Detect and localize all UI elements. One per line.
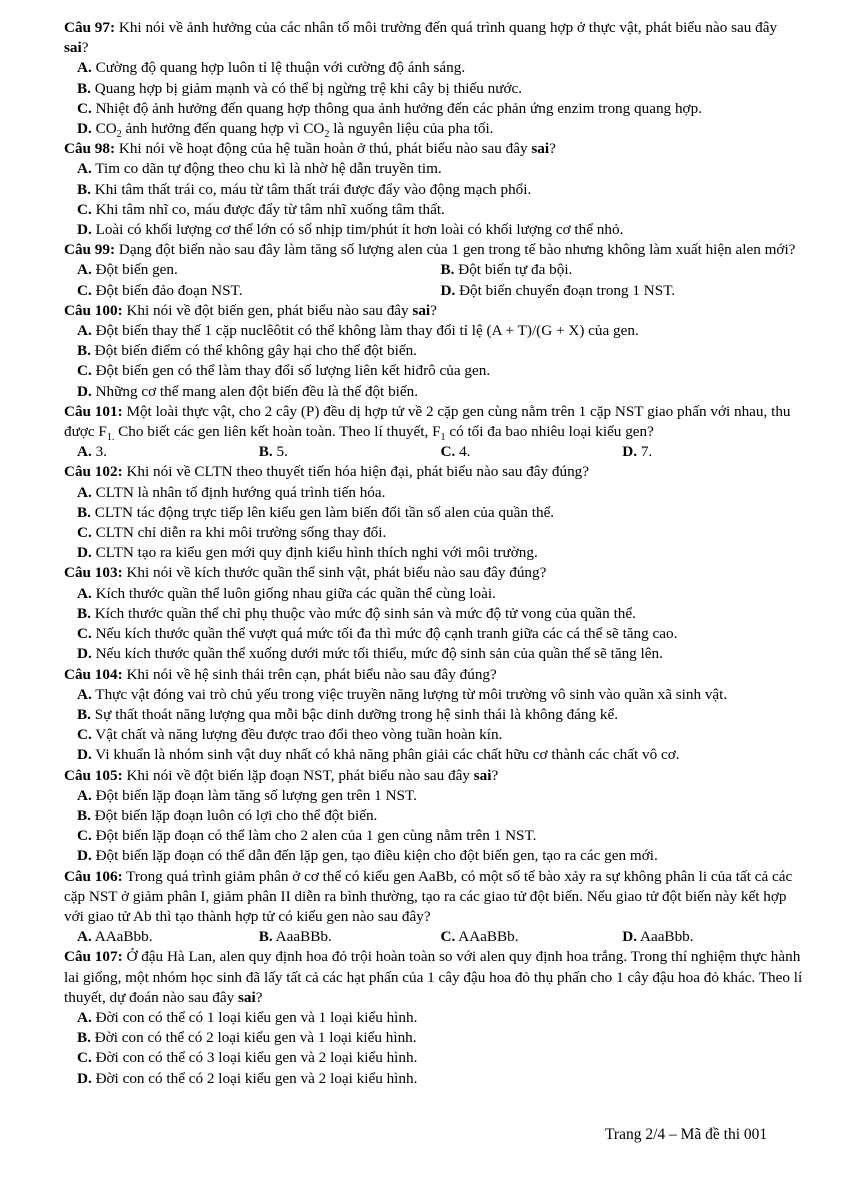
option-d: D. $CO_2$ ảnh hưởng đến quang hợp vì $CO_2$ là nguyên liệu của pha tối. [77, 120, 494, 141]
option-b: B. Quang hợp bị giảm mạnh và có thể bị ngừng trệ khi cây bị thiếu nước. [77, 79, 523, 97]
question-text: Khi nói về đột biến gen, phát biểu nào sau đây [122, 301, 413, 319]
question-number: Câu 100: [64, 301, 123, 319]
question-text: Khi nói về kích thước quần thể sinh vật, phát biểu nào sau đây đúng? [122, 564, 547, 582]
question-number: Câu 105: [64, 766, 123, 784]
exam-page [64, 18, 804, 1089]
question-107: Câu 107: Ở đậu Hà Lan, alen quy định hoa đỏ trội hoàn toàn so với alen quy định hoa trắng. Trong thí nghiệm thực hành lai giống, một nhóm học sinh đã lấy tất cả các hạt phấn của 1 cây đậu hoa đỏ thụ phấn cho 1 cây đậu hoa đỏ khác. Theo lí thuyết, dự đoán nào sau đây sai? A. Đời con có thể có 1 loại kiểu gen và 1 loại kiểu hình. B. Đời con có thể có 2 loại kiểu gen và 1 loại kiểu hình. C. Đời con có thể có 3 loại kiểu gen và 2 loại kiểu hình. D. Đời con có thể có 2 loại kiểu gen và 2 loại kiểu hình. [64, 947, 804, 1088]
question-keyword: sai [473, 766, 492, 784]
question-number: Câu 104: [64, 665, 123, 683]
option-a: A. Đột biến lặp đoạn làm tăng số lượng gen trên 1 NST. [77, 786, 417, 804]
question-text: Khi nói về hệ sinh thái trên cạn, phát biểu nào sau đây đúng? [122, 665, 497, 683]
option-b: B. Đột biến lặp đoạn luôn có lợi cho thể đột biến. [77, 806, 378, 824]
question-105: Câu 105: Khi nói về đột biến lặp đoạn NST, phát biểu nào sau đây sai? A. Đột biến lặp đoạn làm tăng số lượng gen trên 1 NST. B. Đột biến lặp đoạn luôn có lợi cho thể đột biến. C. Đột biến lặp đoạn có thể làm cho 2 alen của 1 gen cùng nằm trên 1 NST. D. Đột biến lặp đoạn có thể dẫn đến lặp gen, tạo điều kiện cho đột biến gen, tạo ra các gen mới. [64, 766, 804, 867]
option-b: B. Khi tâm thất trái co, máu từ tâm thất trái được đẩy vào động mạch phổi. [77, 180, 532, 198]
option-c: C. Nếu kích thước quần thể vượt quá mức tối đa thì mức độ cạnh tranh giữa các cá thể sẽ tăng cao. [77, 625, 678, 643]
question-text: Dạng đột biến nào sau đây làm tăng số lượng alen của 1 gen trong tế bào nhưng không làm xuất hiện alen mới? [115, 241, 796, 259]
option-a: A. Thực vật đóng vai trò chủ yếu trong việc truyền năng lượng từ môi trường vô sinh vào quần xã sinh vật. [77, 685, 728, 703]
option-d: D. Đột biến lặp đoạn có thể dẫn đến lặp gen, tạo điều kiện cho đột biến gen, tạo ra các gen mới. [77, 847, 658, 865]
question-number: Câu 98: [64, 140, 116, 158]
option-a: A. Cường độ quang hợp luôn tỉ lệ thuận với cường độ ánh sáng. [77, 59, 466, 77]
question-number: Câu 107: [64, 948, 123, 966]
option-d: D. Nếu kích thước quần thể xuống dưới mức tối thiểu, mức độ sinh sản của quần thể sẽ tăng lên. [77, 645, 663, 663]
question-end: ? [81, 39, 89, 57]
option-d: D. Vi khuẩn là nhóm sinh vật duy nhất có khả năng phân giải các chất hữu cơ thành các chất vô cơ. [77, 746, 680, 764]
option-b: B. Kích thước quần thể chỉ phụ thuộc vào mức độ sinh sản và mức độ tử vong của quần thể. [77, 604, 636, 622]
question-number: Câu 97: [64, 19, 116, 36]
option-d: D. 7. [622, 443, 653, 461]
option-c: C. Đời con có thể có 3 loại kiểu gen và 2 loại kiểu hình. [77, 1049, 418, 1067]
question-97 [64, 18, 804, 139]
option-b: B. Sự thất thoát năng lượng qua mỗi bậc dinh dưỡng trong hệ sinh thái là không đáng kể. [77, 705, 619, 723]
option-b: B. Đột biến điểm có thể không gây hại cho thể đột biến. [77, 342, 417, 360]
question-100: Câu 100: Khi nói về đột biến gen, phát biểu nào sau đây sai? A. Đột biến thay thế 1 cặp nuclêôtit có thể không làm thay đổi tỉ lệ (A + T)/(G + X) của gen. B. Đột biến điểm có thể không gây hại cho thể đột biến. C. Đột biến gen có thể làm thay đổi số lượng liên kết hiđrô của gen. D. Những cơ thể mang alen đột biến đều là thể đột biến. [64, 301, 804, 402]
question-number: Câu 102: [64, 463, 123, 481]
question-104 [64, 665, 804, 766]
question-98: Câu 98: Khi nói về hoạt động của hệ tuần hoàn ở thú, phát biểu nào sau đây sai? A. Tim co dãn tự động theo chu kì là nhờ hệ dẫn truyền tim. B. Khi tâm thất trái co, máu từ tâm thất trái được đẩy vào động mạch phổi. C. Khi tâm nhĩ co, máu được đẩy từ tâm nhĩ xuống tâm thất. D. Loài có khối lượng cơ thể lớn có số nhịp tim/phút ít hơn loài có khối lượng cơ thể nhỏ. [64, 139, 804, 240]
option-c: C. CLTN chỉ diễn ra khi môi trường sống thay đổi. [77, 524, 387, 542]
option-c: C. Nhiệt độ ảnh hưởng đến quang hợp thông qua ảnh hưởng đến các phản ứng enzim trong quang hợp. [77, 99, 702, 117]
option-b: B. Đột biến tự đa bội. [440, 261, 573, 279]
question-text: Khi nói về hoạt động của hệ tuần hoàn ở thú, phát biểu nào sau đây [115, 140, 532, 158]
option-b: B. Đời con có thể có 2 loại kiểu gen và 1 loại kiểu hình. [77, 1029, 417, 1047]
option-d: D. Đời con có thể có 2 loại kiểu gen và 2 loại kiểu hình. [77, 1069, 418, 1087]
option-c: C. Khi tâm nhĩ co, máu được đẩy từ tâm nhĩ xuống tâm thất. [77, 200, 445, 218]
option-c: C. Đột biến đảo đoạn NST. [77, 281, 243, 299]
question-text: Khi nói về đột biến lặp đoạn NST, phát biểu nào sau đây [122, 766, 474, 784]
question-text: Ở đậu Hà Lan, alen quy định hoa đỏ trội hoàn toàn so với alen quy định hoa trắng. Trong thí nghiệm thực hành lai giống, một nhóm học sinh đã lấy tất cả các hạt phấn của 1 cây đậu hoa đỏ thụ phấn cho 1 cây đậu hoa đỏ khác. Theo lí thuyết, dự đoán nào sau đây [64, 948, 803, 1006]
option-d: D. Đột biến chuyển đoạn trong 1 NST. [440, 281, 676, 299]
option-b: B. AaaBBb. [258, 928, 332, 946]
question-103 [64, 563, 804, 664]
option-b: B. 5. [258, 443, 288, 461]
option-c: C. Đột biến lặp đoạn có thể làm cho 2 alen của 1 gen cùng nằm trên 1 NST. [77, 827, 537, 845]
option-a: A. AAaBbb. [77, 928, 153, 946]
question-106 [64, 867, 804, 948]
option-d: D. CLTN tạo ra kiểu gen mới quy định kiểu hình thích nghi với môi trường. [77, 544, 538, 562]
question-keyword: sai [412, 301, 431, 319]
question-number: Câu 101: [64, 402, 123, 420]
option-a: A. Tim co dãn tự động theo chu kì là nhờ hệ dẫn truyền tim. [77, 160, 442, 178]
option-a: A. CLTN là nhân tố định hướng quá trình tiến hóa. [77, 483, 386, 501]
question-text: Trong quá trình giảm phân ở cơ thể có kiểu gen AaBb, có một số tế bào xảy ra sự không phân li của tất cả các cặp NST ở giảm phân I, giảm phân II diễn ra bình thường, tạo ra các giao tử đột biến. Nếu giao tử đột biến này kết hợp với giao tử Ab thì tạo thành hợp tử có kiểu gen nào sau đây? [64, 867, 793, 925]
option-a: A. 3. [77, 443, 107, 461]
option-b: B. CLTN tác động trực tiếp lên kiểu gen làm biến đổi tần số alen của quần thể. [77, 503, 555, 521]
question-101: Câu 101: Một loài thực vật, cho 2 cây (P) đều dị hợp tử về 2 cặp gen cùng nằm trên 1 cặp NST giao phấn với nhau, thu được $F_{1.}$ Cho biết các gen liên kết hoàn toàn. Theo lí thuyết, $F_1$ có tối đa bao nhiêu loại kiểu gen? A. 3. B. 5. C. 4. D. 7. [64, 402, 804, 463]
option-a: A. Đời con có thể có 1 loại kiểu gen và 1 loại kiểu hình. [77, 1008, 418, 1026]
question-number: Câu 106: [64, 867, 123, 885]
question-text: Khi nói về ảnh hưởng của các nhân tố môi trường đến quá trình quang hợp ở thực vật, phát biểu nào sau đây [115, 19, 778, 36]
option-a: A. Đột biến gen. [77, 261, 178, 279]
option-c: C. Đột biến gen có thể làm thay đổi số lượng liên kết hiđrô của gen. [77, 362, 491, 380]
question-text: Khi nói về CLTN theo thuyết tiến hóa hiện đại, phát biểu nào sau đây đúng? [122, 463, 590, 481]
option-c: C. Vật chất và năng lượng đều được trao đổi theo vòng tuần hoàn kín. [77, 726, 503, 744]
option-a: A. Kích thước quần thể luôn giống nhau giữa các quần thể cùng loài. [77, 584, 496, 602]
question-number: Câu 99: [64, 241, 116, 259]
question-keyword: sai [531, 140, 550, 158]
option-c: C. 4. [440, 443, 471, 461]
option-d: D. Loài có khối lượng cơ thể lớn có số nhịp tim/phút ít hơn loài có khối lượng cơ thể nhỏ. [77, 221, 624, 239]
question-102 [64, 462, 804, 563]
option-d: D. AaaBbb. [622, 928, 694, 946]
option-a: A. Đột biến thay thế 1 cặp nuclêôtit có thể không làm thay đổi tỉ lệ (A + T)/(G + X) của gen. [77, 322, 639, 340]
question-keyword: sai [64, 39, 82, 57]
option-d: D. Những cơ thể mang alen đột biến đều là thể đột biến. [77, 382, 419, 400]
page-footer: Trang 2/4 – Mã đề thi 001 [605, 1126, 768, 1143]
question-keyword: sai [238, 988, 256, 1006]
option-c: C. AAaBBb. [440, 928, 519, 946]
question-99 [64, 240, 804, 301]
question-number: Câu 103: [64, 564, 123, 582]
